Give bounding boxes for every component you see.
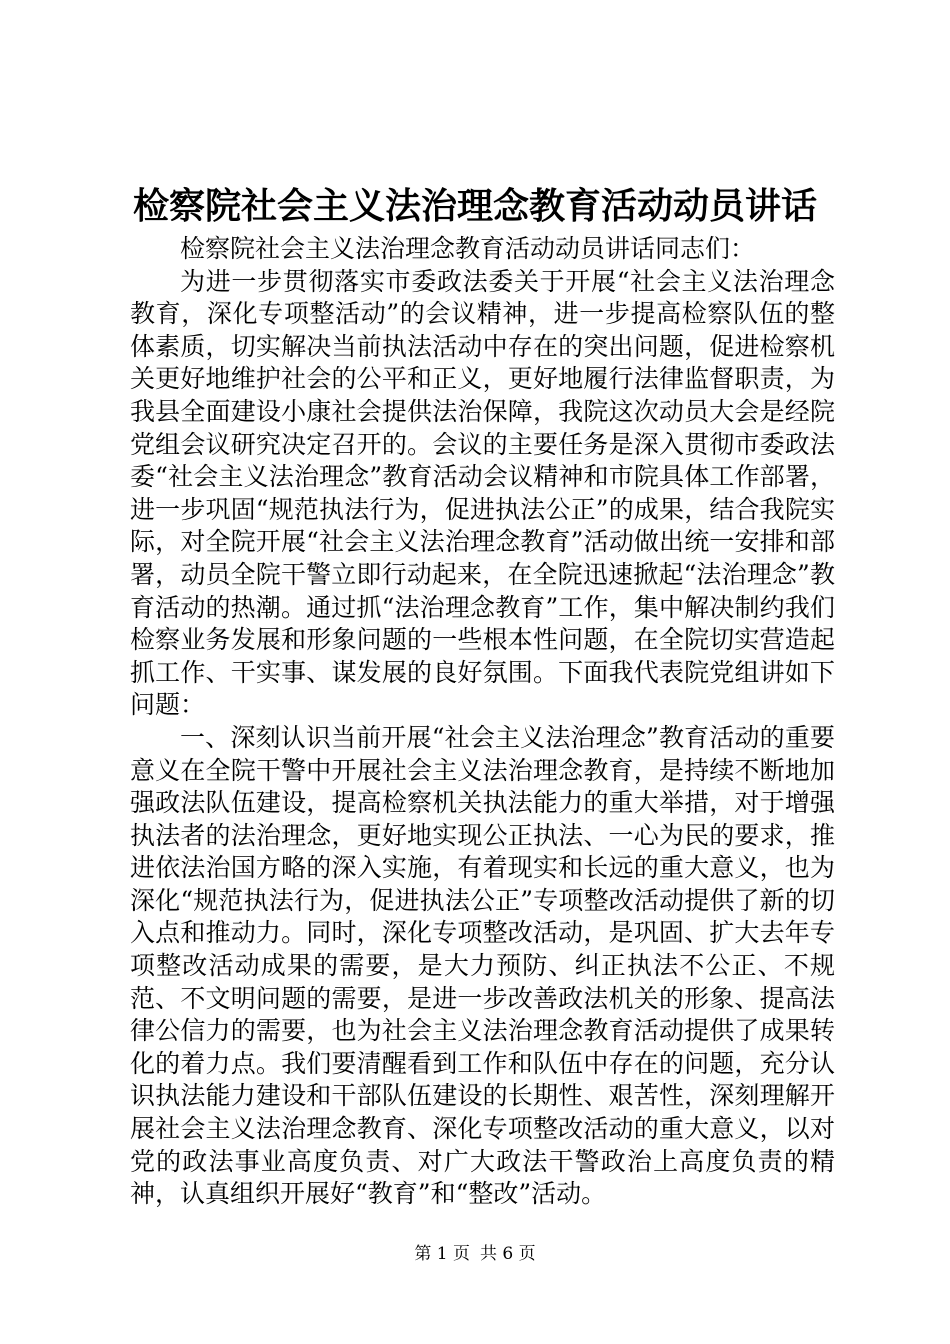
salutation-paragraph: 检察院社会主义法治理念教育活动动员讲话同志们： <box>180 234 756 263</box>
page-total: 共 6 页 <box>480 1244 536 1264</box>
body-paragraph: 一、深刻认识当前开展“社会主义法治理念”教育活动的重要意义在全院干警中开展社会主义法治理念教育，是持续不断地加强政法队伍建设，提高检察机关执法能力的重大举措，对于增强执法者的法治理念，更好地实现公正执法、一心为民的要求，推进依法治国方略的深入实施，有着现实和长远的重大意义，也为深化“规范执法行为，促进执法公正”专项整改活动提供了新的切入点和推动力。同时，深化专项整改活动，是巩固、扩大去年专项整改活动成果的需要，是大力预防、纠正执法不公正、不规范、不文明问题的需要，是进一步改善政法机关的形象、提高法律公信力的需要，也为社会主义法治理念教育活动提供了成果转化的着力点。我们要清醒看到工作和队伍中存在的问题，充分认识执法能力建设和干部队伍建设的长期性、艰苦性，深刻理解开展社会主义法治理念教育、深化专项整改活动的重大意义，以对党的政法事业高度负责、对广大政法干警政治上高度负责的精神，认真组织开展好“教育”和“整改”活动。 <box>130 722 835 1209</box>
body-paragraph: 为进一步贯彻落实市委政法委关于开展“社会主义法治理念教育，深化专项整活动”的会议精神，进一步提高检察队伍的整体素质，切实解决当前执法活动中存在的突出问题，促进检察机关更好地维护社会的公平和正义，更好地履行法律监督职责，为我县全面建设小康社会提供法治保障，我院这次动员大会是经院党组会议研究决定召开的。会议的主要任务是深入贯彻市委政法委“社会主义法治理念”教育活动会议精神和市院具体工作部署，进一步巩固“规范执法行为，促进执法公正”的成果，结合我院实际，对全院开展“社会主义法治理念教育”活动做出统一安排和部署，动员全院干警立即行动起来，在全院迅速掀起“法治理念”教育活动的热潮。通过抓“法治理念教育”工作，集中解决制约我们检察业务发展和形象问题的一些根本性问题，在全院切实营造起抓工作、干实事、谋发展的良好氛围。下面我代表院党组讲如下问题： <box>130 266 835 720</box>
document-body <box>130 233 835 1211</box>
document-title: 检察院社会主义法治理念教育活动动员讲话 <box>132 185 817 227</box>
page-number: 第 1 页 <box>414 1244 470 1264</box>
page-footer <box>0 1242 950 1266</box>
